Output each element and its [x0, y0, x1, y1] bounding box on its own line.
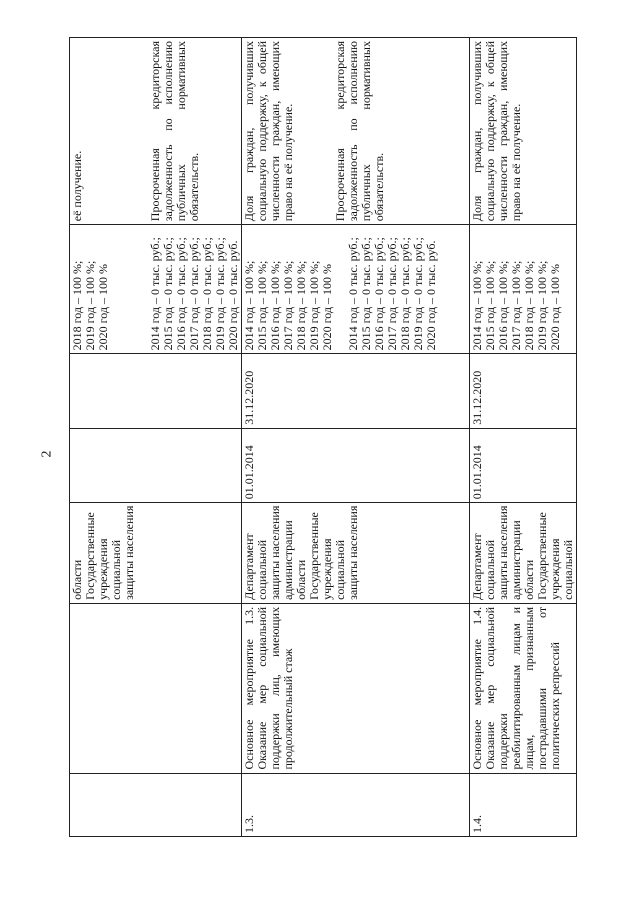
rotated-table-wrapper — [69, 37, 575, 837]
title-cell: Основное мероприятие 1.3. Оказание мер социальной поддержки лиц, имеющих продолжительный стаж — [242, 603, 470, 773]
title-cell — [70, 603, 242, 773]
indicator-cell — [242, 38, 470, 225]
num-cell: 1.4. — [470, 773, 577, 836]
table-row-1-3 — [242, 38, 470, 837]
num-cell — [70, 773, 242, 836]
executor-cell: области Государственные учреждения социальной защиты населения — [70, 503, 242, 604]
indicator-a: Доля граждан, получивших социальную поддержку, к общей численности граждан, имеющих право на её получение. — [470, 41, 523, 222]
values-cell: 2014 год – 100 %; 2015 год – 100 %; 2016 год – 100 %; 2017 год – 100 %; 2018 год – 100 %; 2019 год – 100 %; 2020 год – 100 % 2014 год – 0 тыс. руб.; 2015 год – 0 тыс. руб.; 2016 год – 0 тыс. руб.; 2017 год – 0 тыс. руб.; 2018 год – 0 тыс. руб.; 2019 год – 0 тыс. руб.; 2020 год – 0 тыс. руб. — [242, 225, 470, 354]
table-row-continuation — [70, 38, 242, 837]
indicator-a: Доля граждан, получивших социальную поддержку, к общей численности граждан, имеющих право на её получение. — [242, 41, 295, 222]
indicator-b: Просроченная кредиторская задолженность по исполнению публичных нормативных обязательств. — [148, 41, 201, 222]
indicator-b: Просроченная кредиторская задолженность по исполнению публичных нормативных обязательств. — [333, 41, 386, 222]
values-cell: 2018 год – 100 %; 2019 год – 100 %; 2020 год – 100 % 2014 год – 0 тыс. руб.; 2015 год – 0 тыс. руб.; 2016 год – 0 тыс. руб.; 2017 год – 0 тыс. руб.; 2018 год – 0 тыс. руб.; 2019 год – 0 тыс. руб.; 2020 год – 0 тыс. руб. — [70, 225, 242, 354]
start-date-cell — [70, 428, 242, 502]
executor-cell: Департамент социальной защиты населения администрации области Государственные учреждения социальной защиты населения — [242, 503, 470, 604]
end-date-cell: 31.12.2020 — [242, 354, 470, 428]
num-cell: 1.3. — [242, 773, 470, 836]
table-row-1-4 — [470, 38, 577, 837]
executor-cell: Департамент социальной защиты населения администрации области Государственные учреждения социальной — [470, 503, 577, 604]
end-date-cell: 31.12.2020 — [470, 354, 577, 428]
page-number: 2 — [39, 450, 55, 458]
indicator-cell — [470, 38, 577, 225]
indicator-cell — [70, 38, 242, 225]
indicator-a: её получение. — [70, 150, 84, 222]
values-cell: 2014 год – 100 %; 2015 год – 100 %; 2016 год – 100 %; 2017 год – 100 %; 2018 год – 100 %; 2019 год – 100 %; 2020 год – 100 % — [470, 225, 577, 354]
start-date-cell: 01.01.2014 — [242, 428, 470, 502]
measures-table — [69, 37, 577, 837]
title-cell: Основное мероприятие 1.4. Оказание мер социальной поддержки реабилитированным лицам и лицам, признанным пострадавшими от политических репрессий — [470, 603, 577, 773]
end-date-cell — [70, 354, 242, 428]
start-date-cell: 01.01.2014 — [470, 428, 577, 502]
